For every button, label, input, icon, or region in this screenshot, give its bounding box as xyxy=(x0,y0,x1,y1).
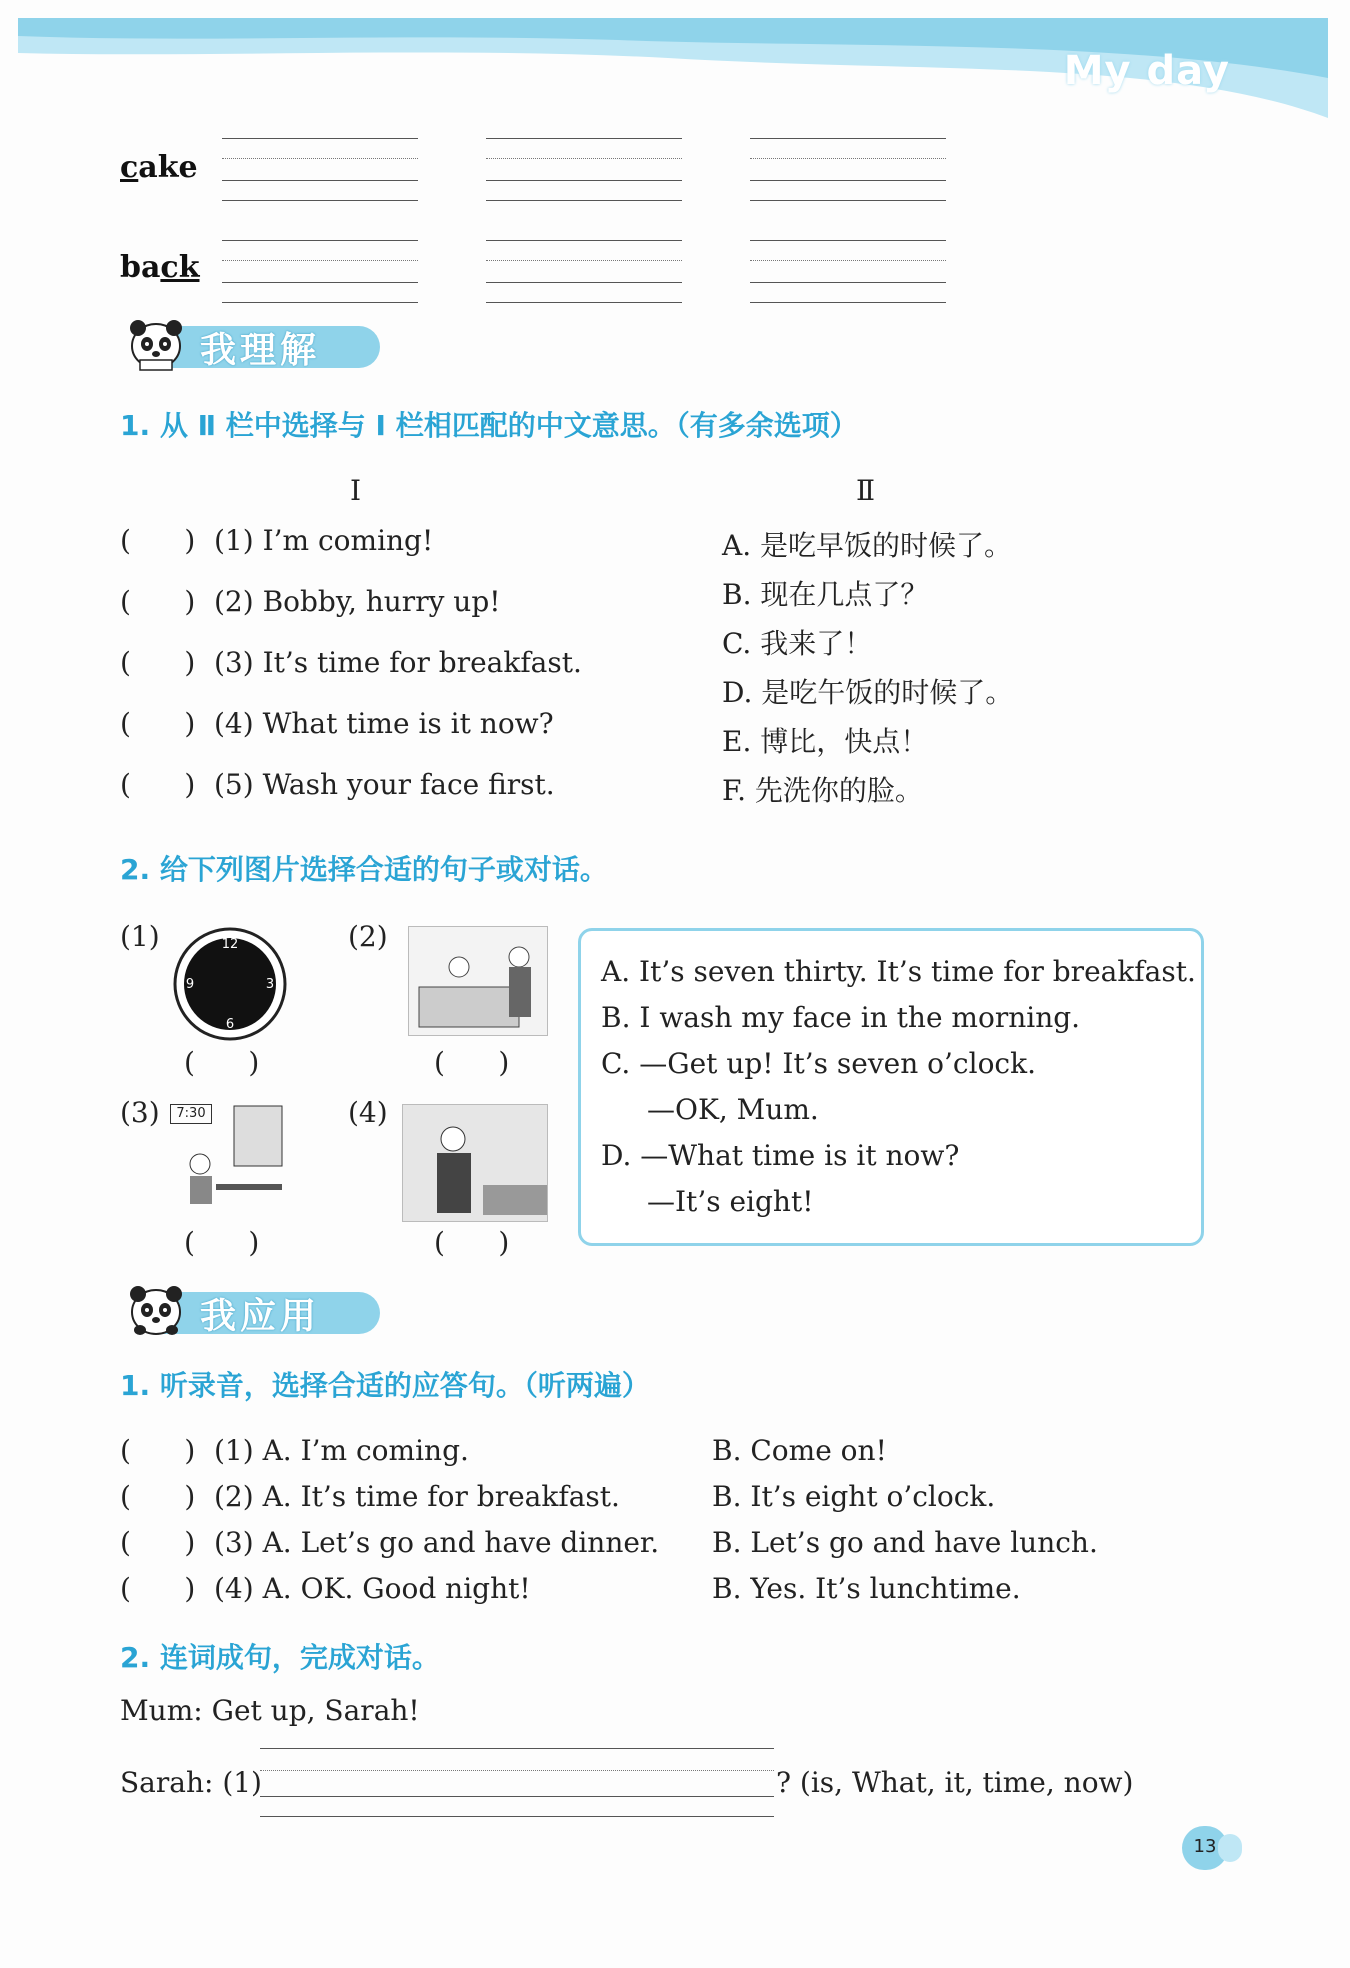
answer-blank[interactable]: ( ) xyxy=(120,1572,196,1605)
writing-guideline xyxy=(260,1816,774,1817)
svg-text:6: 6 xyxy=(225,1017,235,1032)
listening-option-b: B. Come on! xyxy=(712,1434,887,1467)
svg-text:3: 3 xyxy=(265,977,275,992)
question-title: 1. 听录音，选择合适的应答句。（听两遍） xyxy=(120,1369,650,1402)
dialogue-line-label: Sarah: (1) xyxy=(120,1766,262,1799)
listening-option-a: (3) A. Let’s go and have dinner. xyxy=(214,1526,660,1559)
writing-guideline xyxy=(260,1770,774,1771)
answer-blank[interactable]: ( ) xyxy=(120,1480,196,1513)
panda-icon xyxy=(126,316,186,372)
writing-line[interactable] xyxy=(750,240,946,302)
match-item: (3) It’s time for breakfast. xyxy=(214,646,582,679)
match-item: (2) Bobby, hurry up! xyxy=(214,585,501,618)
question-title: 2. 给下列图片选择合适的句子或对话。 xyxy=(120,853,608,886)
answer-input-line[interactable] xyxy=(260,1796,774,1797)
listening-option-a: (4) A. OK. Good night! xyxy=(214,1572,531,1605)
writing-word-back: back xyxy=(120,250,200,285)
option-item: C. —Get up! It’s seven o’clock. xyxy=(601,1047,1036,1080)
svg-text:9: 9 xyxy=(185,977,195,992)
option-item: A. It’s seven thirty. It’s time for breakfast. xyxy=(601,955,1196,988)
question-title: 2. 连词成句，完成对话。 xyxy=(120,1641,440,1674)
picture-label: (1) xyxy=(120,920,160,953)
answer-blank[interactable]: ( ) xyxy=(120,768,196,801)
section-banner-apply xyxy=(120,1278,370,1337)
writing-line[interactable] xyxy=(222,138,418,200)
writing-line[interactable] xyxy=(222,240,418,302)
header-title: My day xyxy=(1063,48,1230,94)
question-title: 1. 从 Ⅱ 栏中选择与 Ⅰ 栏相匹配的中文意思。（有多余选项） xyxy=(120,409,858,442)
option-item: —OK, Mum. xyxy=(647,1093,819,1126)
answer-blank[interactable]: ( ) xyxy=(120,1526,196,1559)
match-item: (5) Wash your face first. xyxy=(214,768,555,801)
dialogue-line: Mum: Get up, Sarah! xyxy=(120,1694,420,1727)
answer-blank[interactable]: ( ) xyxy=(434,1226,510,1259)
listening-option-a: (2) A. It’s time for breakfast. xyxy=(214,1480,620,1513)
answer-blank[interactable]: ( ) xyxy=(120,646,196,679)
section-banner-label: 我应用 xyxy=(200,1296,321,1337)
option-item: A. 是吃早饭的时候了。 xyxy=(722,529,1013,562)
picture-label: (4) xyxy=(348,1096,388,1129)
section-banner-label: 我理解 xyxy=(200,330,321,371)
match-item: (4) What time is it now? xyxy=(214,707,554,740)
section-banner-understand xyxy=(120,312,370,371)
clock-picture xyxy=(172,926,288,1042)
listening-option-b: B. Let’s go and have lunch. xyxy=(712,1526,1098,1559)
breakfast-picture xyxy=(170,1104,286,1220)
answer-blank[interactable]: ( ) xyxy=(184,1046,260,1079)
writing-line[interactable] xyxy=(486,138,682,200)
option-item: F. 先洗你的脸。 xyxy=(722,774,923,807)
writing-line[interactable] xyxy=(486,240,682,302)
option-item: B. 现在几点了？ xyxy=(722,578,929,611)
wash-face-picture xyxy=(402,1104,548,1222)
listening-option-b: B. It’s eight o’clock. xyxy=(712,1480,996,1513)
answer-blank[interactable]: ( ) xyxy=(120,585,196,618)
option-item: —It’s eight! xyxy=(647,1185,814,1218)
option-item: B. I wash my face in the morning. xyxy=(601,1001,1081,1034)
answer-blank[interactable]: ( ) xyxy=(120,707,196,740)
listening-option-a: (1) A. I’m coming. xyxy=(214,1434,469,1467)
panda-icon xyxy=(126,1282,186,1338)
writing-line[interactable] xyxy=(750,138,946,200)
match-item: (1) I’m coming! xyxy=(214,524,434,557)
word-hint: ? (is, What, it, time, now) xyxy=(776,1766,1134,1799)
page-number-badge xyxy=(1182,1826,1242,1870)
column-head-i: Ⅰ xyxy=(350,474,362,507)
picture-label: (2) xyxy=(348,920,388,953)
answer-blank[interactable]: ( ) xyxy=(120,524,196,557)
writing-guideline xyxy=(260,1748,774,1749)
option-item: E. 博比，快点！ xyxy=(722,725,929,758)
page-number: 13 xyxy=(1193,1836,1217,1857)
option-item: D. 是吃午饭的时候了。 xyxy=(722,676,1014,709)
answer-blank[interactable]: ( ) xyxy=(184,1226,260,1259)
answer-blank[interactable]: ( ) xyxy=(120,1434,196,1467)
option-item: C. 我来了！ xyxy=(722,627,873,660)
clock-badge: 7:30 xyxy=(170,1104,212,1124)
answer-blank[interactable]: ( ) xyxy=(434,1046,510,1079)
writing-word-cake: cake xyxy=(120,150,198,185)
wake-up-picture xyxy=(408,926,548,1036)
column-head-ii: Ⅱ xyxy=(856,474,876,507)
listening-option-b: B. Yes. It’s lunchtime. xyxy=(712,1572,1021,1605)
option-item: D. —What time is it now? xyxy=(601,1139,960,1172)
options-box xyxy=(578,928,1204,1246)
picture-label: (3) xyxy=(120,1096,160,1129)
svg-text:12: 12 xyxy=(221,937,239,952)
